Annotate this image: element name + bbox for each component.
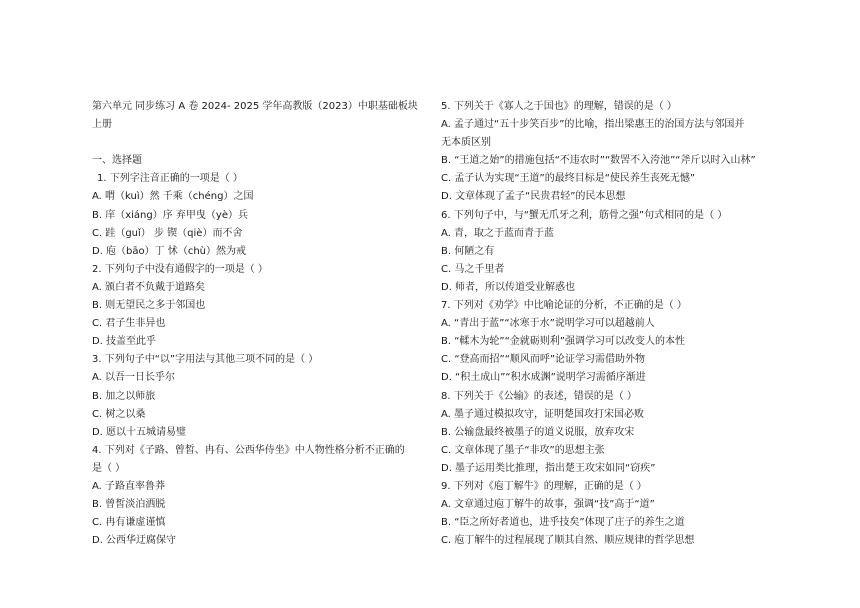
question-5-option-c: C. 孟子认为实现“王道”的最终目标是“使民养生丧死无憾”: [441, 173, 696, 185]
question-6-option-b: B. 何陋之有: [441, 245, 495, 257]
question-3-option-a: A. 以吾一日长乎尔: [92, 372, 176, 384]
question-9-option-a: A. 文章通过庖丁解牛的故事，强调“技”高于“道”: [441, 499, 655, 511]
question-4-stem-line-1: 4. 下列对《子路、曾皙、冉有、公西华侍坐》中人物性格分析不正确的: [92, 444, 405, 456]
question-3-option-b: B. 加之以师旅: [92, 390, 156, 402]
question-5-stem: 5. 下列关于《寡人之于国也》的理解，错误的是（ ）: [441, 101, 677, 112]
question-7-option-d: D. “积土成山”“积水成渊”说明学习需循序渐进: [441, 372, 646, 384]
question-2-option-c: C. 君子生非异也: [92, 318, 166, 330]
question-7-option-c: C. “登高而招”“顺风而呼”论证学习需借助外物: [441, 354, 646, 366]
document-title-line-2: 上册: [92, 119, 112, 131]
question-4-option-d: D. 公西华迂腐保守: [92, 535, 177, 547]
question-8-stem: 8. 下列关于《公输》的表述，错误的是（ ）: [441, 390, 637, 402]
question-8-option-d: D. 墨子运用类比推理，指出楚王攻宋如同“窃疾”: [441, 462, 656, 474]
section-heading: 一、选择题: [92, 155, 142, 167]
question-9-option-b: B. “臣之所好者道也，进乎技矣”体现了庄子的养生之道: [441, 517, 685, 529]
question-5-option-a-line-2: 无本质区别: [441, 137, 491, 149]
question-5-option-d: D. 文章体现了孟子“民贵君轻”的民本思想: [441, 191, 626, 203]
question-2-option-b: B. 则无望民之多于邻国也: [92, 300, 206, 312]
right-column: [441, 98, 831, 550]
question-4-option-c: C. 冉有谦虚谨慎: [92, 517, 166, 529]
question-8-option-a: A. 墨子通过模拟攻守，证明楚国攻打宋国必败: [441, 408, 645, 420]
question-1-option-c: C. 跬（guǐ） 步 锲（qiè）而不舍: [92, 227, 243, 239]
left-column: [92, 98, 472, 550]
document-title-line-1: 第六单元 同步练习 A 卷 2024- 2025 学年高教版（2023）中职基础板块: [92, 101, 418, 112]
question-9-option-c: C. 庖丁解牛的过程展现了顺其自然、顺应规律的哲学思想: [441, 535, 695, 547]
question-1-option-a: A. 喟（kuì）然 千乘（chéng）之国: [92, 191, 254, 203]
question-6-stem: 6. 下列句子中，与“蟹无爪牙之利，筋骨之强”句式相同的是（ ）: [441, 209, 728, 221]
question-2-option-d: D. 技盖至此乎: [92, 336, 157, 348]
question-6-option-c: C. 马之千里者: [441, 263, 505, 275]
question-9-stem: 9. 下列对《庖丁解牛》的理解，正确的是（ ）: [441, 480, 647, 492]
question-7-option-a: A. “青出于蓝”“冰寒于水”说明学习可以超越前人: [441, 318, 655, 330]
spacer: [92, 134, 472, 152]
question-2-option-a: A. 颁白者不负戴于道路矣: [92, 281, 206, 293]
question-3-option-d: D. 愿以十五城请易璧: [92, 426, 187, 438]
question-7-option-b: B. “輮木为轮”“金就砺则利”强调学习可以改变人的本性: [441, 336, 685, 348]
question-1-option-b: B. 庠（xiáng）序 弃甲曳（yè）兵: [92, 209, 248, 221]
question-4-option-b: B. 曾皙淡泊洒脱: [92, 499, 166, 511]
question-1-option-d: D. 庖（bāo）丁 怵（chù）然为戒: [92, 245, 247, 257]
question-6-option-a: A. 青，取之于蓝而青于蓝: [441, 227, 555, 239]
question-8-option-b: B. 公输盘最终被墨子的道义说服，放弃攻宋: [441, 426, 635, 438]
question-3-stem: 3. 下列句子中“以”字用法与其他三项不同的是（ ）: [92, 354, 319, 366]
question-5-option-a-line-1: A. 孟子通过“五十步笑百步”的比喻，指出梁惠王的治国方法与邻国并: [441, 119, 745, 131]
question-2-stem: 2. 下列句子中没有通假字的一项是（ ）: [92, 263, 268, 275]
question-6-option-d: D. 师者，所以传道受业解惑也: [441, 281, 576, 293]
question-4-option-a: A. 子路直率鲁莽: [92, 480, 166, 492]
question-8-option-c: C. 文章体现了墨子“非攻”的思想主张: [441, 444, 605, 456]
question-1-stem: 1. 下列字注音正确的一项是（ ）: [97, 173, 243, 185]
question-4-stem-line-2: 是（ ）: [92, 462, 126, 474]
question-3-option-c: C. 树之以桑: [92, 408, 146, 420]
question-5-option-b: B. “王道之始”的措施包括“不违农时”“数罟不入洿池”“斧斤以时入山林”: [441, 155, 756, 167]
question-7-stem: 7. 下列对《劝学》中比喻论证的分析，不正确的是（ ）: [441, 300, 687, 312]
